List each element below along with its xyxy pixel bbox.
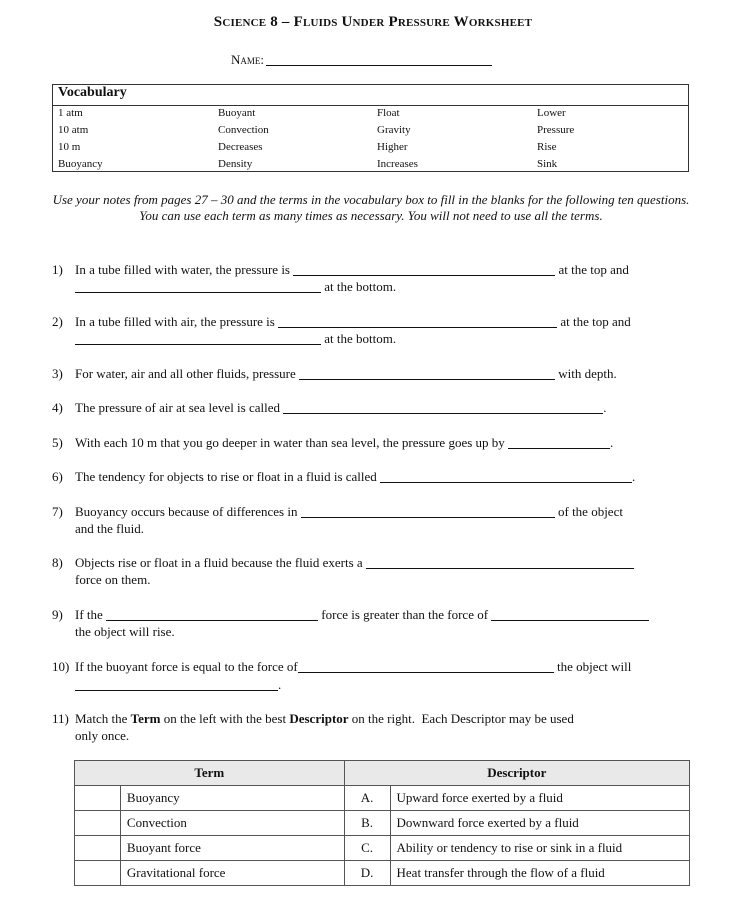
question-number: 4) — [52, 400, 63, 415]
question-text: the object will — [556, 659, 632, 674]
answer-cell[interactable] — [75, 811, 121, 836]
answer-cell[interactable] — [75, 786, 121, 811]
answer-blank[interactable] — [491, 608, 649, 621]
vocab-term: Buoyant — [218, 107, 256, 119]
vocabulary-row — [53, 106, 688, 123]
question-text: with depth. — [558, 366, 617, 381]
descriptor-cell: Upward force exerted by a fluid — [390, 786, 689, 811]
answer-cell[interactable] — [75, 861, 121, 886]
matching-row — [75, 786, 690, 811]
term-cell: Gravitational force — [120, 861, 344, 886]
answer-blank[interactable] — [75, 678, 278, 691]
letter-cell: A. — [344, 786, 390, 811]
vocab-term: Convection — [218, 124, 269, 136]
vocab-term: 1 atm — [58, 107, 83, 119]
question-number: 6) — [52, 469, 63, 484]
term-cell: Buoyancy — [120, 786, 344, 811]
answer-blank[interactable] — [366, 556, 634, 569]
question-number: 10) — [52, 659, 70, 674]
question-text-bold: Term — [130, 711, 161, 726]
question-text: The pressure of air at sea level is called — [75, 400, 281, 415]
letter-cell: C. — [344, 836, 390, 861]
matching-row — [75, 811, 690, 836]
matching-header-row — [75, 761, 690, 786]
question-number: 1) — [52, 262, 63, 277]
letter-cell: D. — [344, 861, 390, 886]
vocab-term: Float — [377, 107, 400, 119]
question-text: at the top and — [560, 314, 631, 329]
question-text: at the top and — [558, 262, 629, 277]
question-text: of the object — [557, 504, 623, 519]
vocab-term: Buoyancy — [58, 158, 103, 170]
matching-table — [74, 760, 690, 886]
question-text: force is greater than the force of — [321, 607, 489, 622]
vocab-term: 10 m — [58, 141, 81, 153]
question-text: the object will rise. — [75, 624, 175, 639]
vocabulary-box — [52, 84, 689, 172]
answer-blank[interactable] — [283, 401, 603, 414]
question-text: on the left with the best — [160, 711, 290, 726]
name-row — [231, 52, 492, 68]
question-number: 8) — [52, 555, 63, 570]
answer-blank[interactable] — [508, 436, 610, 449]
term-header: Term — [75, 761, 345, 786]
name-label: Name: — [231, 52, 264, 67]
vocab-term: Increases — [377, 158, 418, 170]
question-text: only once. — [75, 728, 130, 743]
question-number: 11) — [52, 711, 69, 726]
question-text: . — [632, 469, 636, 484]
answer-cell[interactable] — [75, 836, 121, 861]
vocabulary-grid — [53, 105, 688, 174]
question-text: at the bottom. — [324, 331, 397, 346]
answer-blank[interactable] — [299, 367, 555, 380]
question-text: . — [603, 400, 607, 415]
matching-row — [75, 861, 690, 886]
term-cell: Convection — [120, 811, 344, 836]
question-text: With each 10 m that you go deeper in water than sea level, the pressure goes up by — [75, 435, 505, 450]
question-text: If the — [75, 607, 103, 622]
vocabulary-row — [53, 140, 688, 157]
answer-blank[interactable] — [75, 332, 321, 345]
name-blank[interactable] — [266, 65, 492, 66]
answer-blank[interactable] — [106, 608, 318, 621]
vocabulary-row — [53, 123, 688, 140]
descriptor-cell: Downward force exerted by a fluid — [390, 811, 689, 836]
matching-row — [75, 836, 690, 861]
question-text: The tendency for objects to rise or float in a fluid is called — [75, 469, 377, 484]
question-number: 2) — [52, 314, 63, 329]
question-number: 9) — [52, 607, 63, 622]
question-text: In a tube filled with air, the pressure is — [75, 314, 275, 329]
vocab-term: Pressure — [537, 124, 575, 136]
vocab-term: Decreases — [218, 141, 263, 153]
worksheet-title: Science 8 – Fluids Under Pressure Worksheet — [213, 14, 533, 30]
question-text: and the fluid. — [75, 521, 144, 536]
letter-cell: B. — [344, 811, 390, 836]
vocabulary-heading: Vocabulary — [58, 85, 127, 100]
answer-blank[interactable] — [278, 315, 557, 328]
question-text: on the right. Each Descriptor may be used — [348, 711, 574, 726]
instructions: Use your notes from pages 27 – 30 and the terms in the vocabulary box to fill in the blanks for the following ten questions. You can use each term as many times as necessary. You will not need to use all the terms. — [52, 192, 690, 223]
descriptor-cell: Ability or tendency to rise or sink in a fluid — [390, 836, 689, 861]
answer-blank[interactable] — [301, 505, 555, 518]
question-text: For water, air and all other fluids, pressure — [75, 366, 296, 381]
question-text: force on them. — [75, 572, 151, 587]
vocab-term: Lower — [537, 107, 566, 119]
vocab-term: 10 atm — [58, 124, 89, 136]
vocab-term: Sink — [537, 158, 558, 170]
vocab-term: Density — [218, 158, 253, 170]
question-text: Match the — [75, 711, 131, 726]
question-text: In a tube filled with water, the pressure is — [75, 262, 290, 277]
question-text-bold: Descriptor — [289, 711, 349, 726]
question-text: Buoyancy occurs because of differences in — [75, 504, 298, 519]
term-cell: Buoyant force — [120, 836, 344, 861]
question-text: . — [610, 435, 614, 450]
vocab-term: Gravity — [377, 124, 411, 136]
descriptor-header: Descriptor — [344, 761, 689, 786]
question-text: at the bottom. — [324, 279, 397, 294]
answer-blank[interactable] — [298, 660, 554, 673]
question-text: If the buoyant force is equal to the force of — [75, 659, 298, 674]
answer-blank[interactable] — [380, 470, 632, 483]
vocabulary-row — [53, 157, 688, 174]
question-number: 5) — [52, 435, 63, 450]
question-number: 3) — [52, 366, 63, 381]
question-number: 7) — [52, 504, 63, 519]
vocab-term: Rise — [537, 141, 557, 153]
question-text: Objects rise or float in a fluid because the fluid exerts a — [75, 555, 363, 570]
question-text: . — [278, 677, 282, 692]
vocab-term: Higher — [377, 141, 408, 153]
answer-blank[interactable] — [75, 280, 321, 293]
answer-blank[interactable] — [293, 263, 555, 276]
descriptor-cell: Heat transfer through the flow of a fluid — [390, 861, 689, 886]
